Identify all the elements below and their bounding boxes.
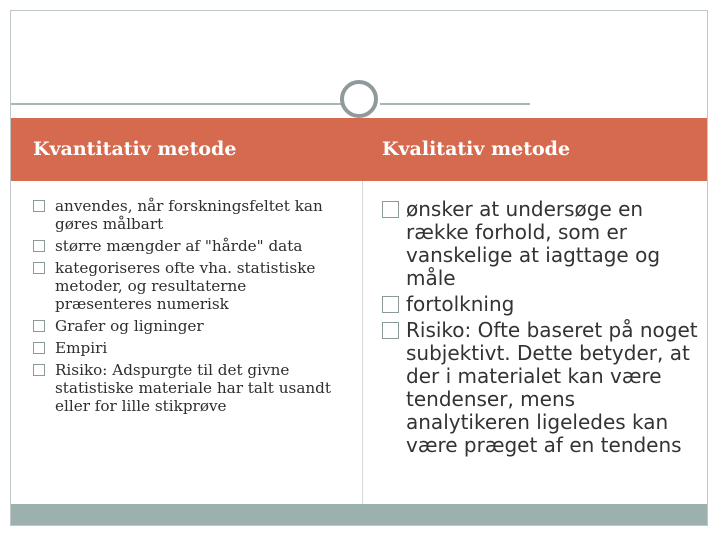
list-item-text: kategoriseres ofte vha. statistiske metoder, og resultaterne præsenteres numerisk bbox=[55, 259, 316, 313]
column-divider bbox=[362, 181, 363, 504]
list-item-text: Grafer og ligninger bbox=[55, 317, 204, 335]
list-item bbox=[33, 237, 343, 255]
checkbox-bullet-icon bbox=[33, 262, 45, 274]
checkbox-bullet-icon bbox=[33, 342, 45, 354]
ring-ornament-icon bbox=[340, 80, 378, 118]
list-item bbox=[382, 319, 702, 457]
list-item bbox=[382, 198, 702, 290]
checkbox-bullet-icon bbox=[382, 201, 399, 218]
header-rule-left bbox=[11, 103, 343, 105]
checkbox-bullet-icon bbox=[382, 322, 399, 339]
header-rule-right bbox=[380, 103, 530, 105]
heading-kvalitativ: Kvalitativ metode bbox=[382, 138, 571, 160]
footer-bar bbox=[11, 504, 707, 525]
list-item bbox=[33, 361, 343, 415]
list-item bbox=[33, 197, 343, 233]
list-item-text: anvendes, når forskningsfeltet kan gøres målbart bbox=[55, 197, 323, 233]
checkbox-bullet-icon bbox=[33, 364, 45, 376]
list-item-text: ønsker at undersøge en række forhold, som er vanskelige at iagttage og måle bbox=[406, 197, 661, 290]
list-item-text: fortolkning bbox=[406, 292, 515, 316]
list-item bbox=[33, 317, 343, 335]
kvantitativ-list bbox=[33, 197, 343, 419]
list-item bbox=[382, 293, 702, 316]
list-item bbox=[33, 259, 343, 313]
kvalitativ-list bbox=[382, 198, 702, 460]
checkbox-bullet-icon bbox=[33, 240, 45, 252]
list-item-text: Empiri bbox=[55, 339, 108, 357]
checkbox-bullet-icon bbox=[382, 296, 399, 313]
list-item-text: Risiko: Ofte baseret på noget subjektivt. Dette betyder, at der i materialet kan være tendenser, mens analytikeren ligeledes kan være præget af en tendens bbox=[406, 318, 698, 457]
list-item bbox=[33, 339, 343, 357]
checkbox-bullet-icon bbox=[33, 320, 45, 332]
checkbox-bullet-icon bbox=[33, 200, 45, 212]
heading-kvantitativ: Kvantitativ metode bbox=[33, 138, 237, 160]
list-item-text: større mængder af "hårde" data bbox=[55, 237, 303, 255]
list-item-text: Risiko: Adspurgte til det givne statistiske materiale har talt usandt eller for lille stikprøve bbox=[55, 361, 331, 415]
